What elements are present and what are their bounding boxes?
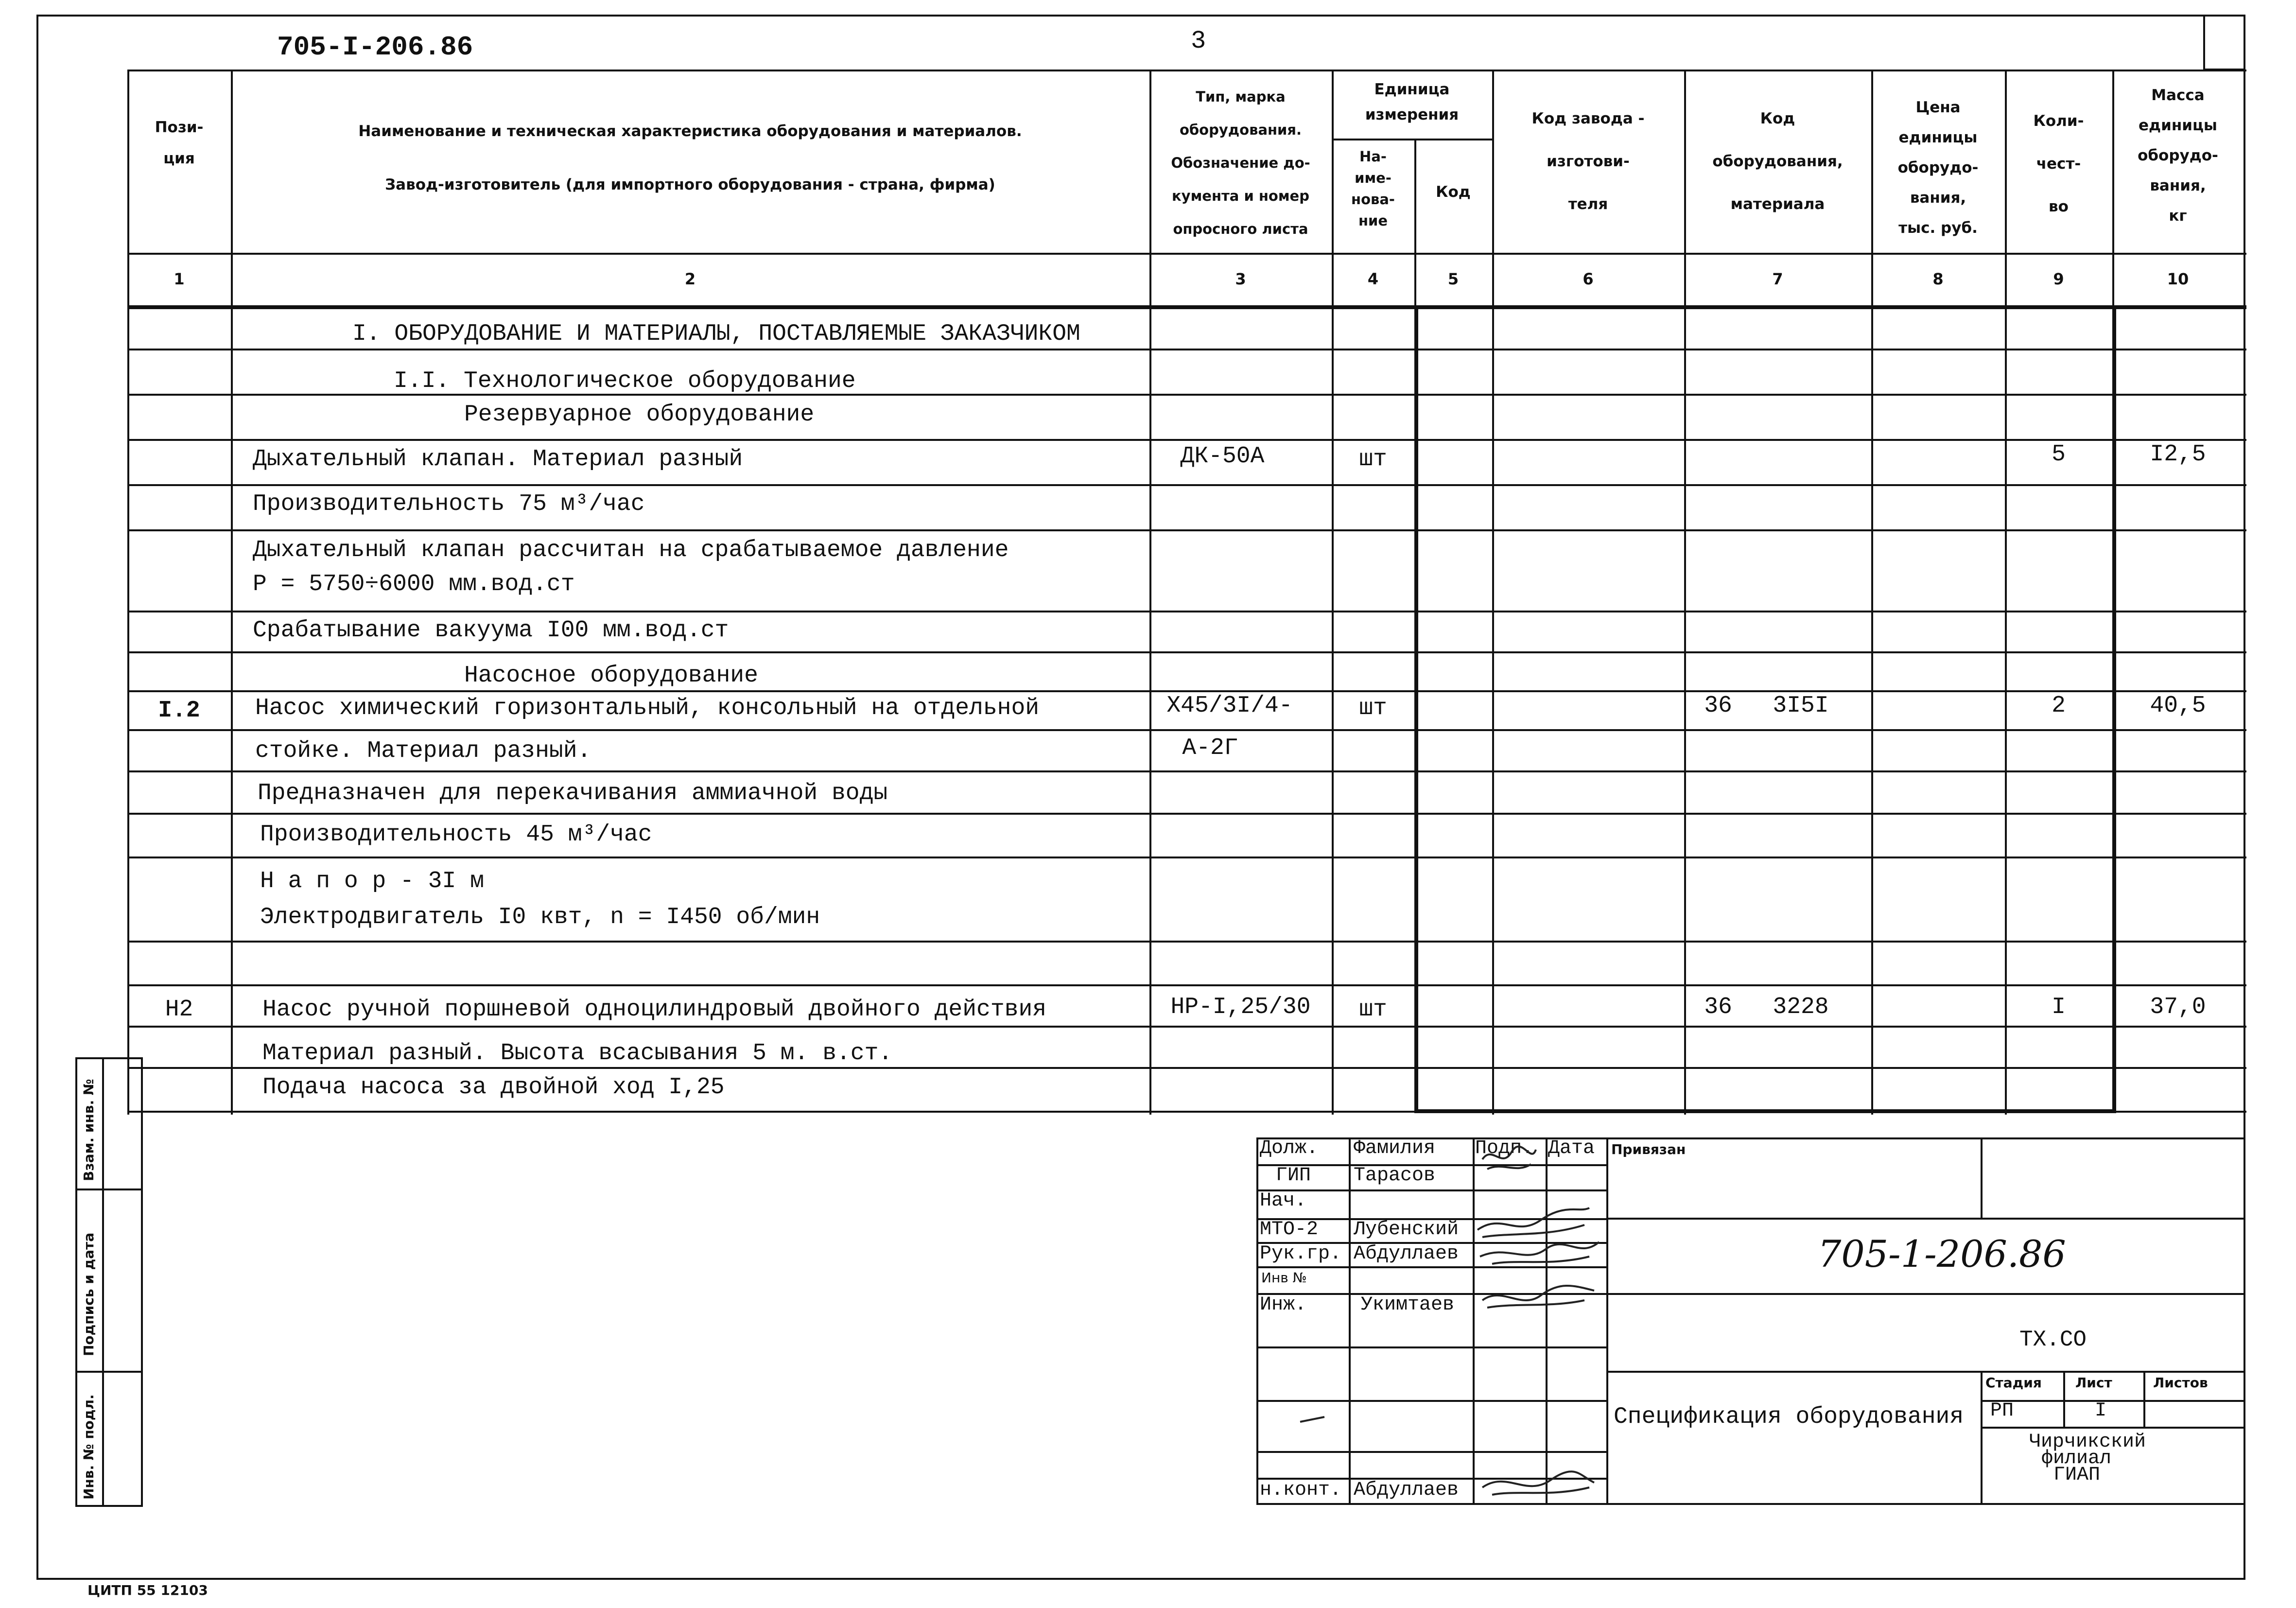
col-number: 9 (2053, 270, 2064, 288)
stamp-role: Инв № (1261, 1270, 1307, 1286)
row-line (127, 770, 2246, 772)
section-title: I. ОБОРУДОВАНИЕ И МАТЕРИАЛЫ, ПОСТАВЛЯЕМЫЕ ЗАКАЗЧИКОМ (352, 321, 1080, 347)
col-line-6 (1684, 70, 1686, 1115)
stamp-role: Нач. (1260, 1190, 1307, 1212)
row-line (127, 439, 2246, 441)
stamp-stage: РП (1990, 1400, 2014, 1422)
bold-box-left (1414, 305, 1418, 1112)
stamp-line (1606, 1218, 2245, 1220)
row-unit: шт (1359, 996, 1387, 1023)
row-line (127, 984, 2246, 986)
group-title: Насосное оборудование (464, 663, 758, 689)
row-qty: 2 (2052, 693, 2066, 719)
row-type: Х45/3I/4- (1166, 693, 1293, 719)
header-mass: Масса единицы оборудо- вания, кг (2138, 87, 2218, 225)
stamp-surname: Тарасов (1354, 1165, 1436, 1187)
stamp-org-line3: ГИАП (2053, 1464, 2101, 1486)
page-number: 3 (1191, 27, 1206, 55)
row-text: Производительность 75 м³/час (253, 491, 645, 517)
stamp-col (1981, 1371, 1983, 1504)
frame-top (36, 15, 2245, 17)
frame-bottom (36, 1578, 2245, 1580)
side-block-bottom (75, 1505, 141, 1507)
side-block-line (75, 1371, 141, 1373)
header-equipment-code: Код оборудования, материала (1712, 110, 1843, 213)
stamp-org-line2: филиал (2041, 1448, 2112, 1469)
stamp-line (1981, 1400, 2245, 1402)
row-line (127, 941, 2246, 943)
header-quantity: Коли- чест- во (2033, 112, 2084, 215)
row-text: Насос химический горизонтальный, консольный на отдельной (255, 695, 1040, 721)
subsection-title: I.I. Технологическое оборудование (394, 368, 856, 394)
row-code-a: 36 (1704, 994, 1732, 1020)
row-text: Н а п о р - 3I м (260, 868, 484, 894)
row-line (127, 1067, 2246, 1069)
row-line (127, 529, 2246, 531)
col-number: 10 (2167, 270, 2189, 288)
row-line (127, 484, 2246, 486)
row-text: Дыхательный клапан. Материал разный (253, 446, 743, 472)
stamp-head-position: Долж. (1260, 1137, 1319, 1159)
stamp-line (1981, 1427, 2245, 1429)
stamp-surname: Абдуллаев (1354, 1243, 1459, 1265)
row-line (127, 1026, 2246, 1028)
header-position: Пози- ция (155, 119, 204, 167)
row-text: Материал разный. Высота всасывания 5 м. в.ст. (262, 1040, 893, 1066)
row-line (127, 690, 2246, 692)
signatures-scribbles (1473, 1140, 1609, 1504)
row-line (127, 611, 2246, 612)
stamp-doc-code: 705-1-206.86 (1818, 1232, 2066, 1276)
header-unit-code: Код (1436, 183, 1471, 201)
row-line (127, 729, 2246, 731)
header-bottom-line (127, 253, 2246, 255)
stamp-role: Инж. (1260, 1294, 1307, 1316)
title-block-top (141, 1111, 2245, 1113)
row-text: Подача насоса за двойной ход I,25 (262, 1074, 725, 1101)
header-name-line1: Наименование и техническая характеристика оборудования и материалов. (358, 122, 1022, 140)
stamp-role: Рук.гр. (1260, 1243, 1342, 1265)
row-type: А-2Г (1182, 735, 1238, 761)
col-line-5 (1492, 70, 1494, 1115)
stamp-line (1606, 1371, 2245, 1373)
frame-right (2244, 15, 2245, 1580)
side-block-mid (102, 1057, 104, 1507)
side-label-inv: Инв. № подл. (81, 1394, 97, 1500)
col-number: 5 (1447, 270, 1459, 288)
unit-split-line (1332, 139, 1492, 140)
stamp-line (1606, 1293, 2245, 1295)
stamp-role: МТО-2 (1260, 1219, 1319, 1241)
side-label-podpis: Подпись и дата (81, 1232, 97, 1356)
row-text: Производительность 45 м³/час (260, 821, 652, 848)
footer-print-code: ЦИТП 55 12103 (87, 1582, 208, 1598)
bold-box-top (1414, 305, 2114, 309)
stamp-surname: Абдуллаев (1354, 1479, 1459, 1501)
stamp-role: н.конт. (1260, 1479, 1342, 1501)
col-number: 1 (174, 270, 185, 288)
side-label-vzam: Взам. инв. № (81, 1079, 97, 1181)
stamp-line (1256, 1503, 2245, 1505)
stamp-surname: Лубенский (1354, 1219, 1459, 1241)
stamp-sheet-header: Лист (2075, 1375, 2112, 1391)
row-line (127, 651, 2246, 653)
header-type: Тип, марка оборудования. Обозначение до- кумента и номер опросного листа (1171, 88, 1310, 237)
row-code-a: 36 (1704, 693, 1732, 719)
stamp-mark: ТХ.СО (2019, 1327, 2087, 1352)
stamp-sheet: I (2095, 1400, 2107, 1422)
doc-code-top: 705-I-206.86 (277, 32, 473, 63)
row-qty: I (2052, 994, 2066, 1020)
header-unit: Единица измерения (1365, 81, 1459, 123)
stamp-attached: Привязан (1611, 1141, 1686, 1157)
row-mass: 40,5 (2150, 693, 2206, 719)
row-mass: 37,0 (2150, 994, 2206, 1020)
row-code-b: 3I5I (1773, 693, 1829, 719)
col-number: 4 (1367, 270, 1379, 288)
stamp-tick-mark (1298, 1412, 1327, 1427)
stamp-col (2143, 1371, 2145, 1427)
header-name-line2: Завод-изготовитель (для импортного оборудования - страна, фирма) (385, 176, 995, 193)
row-text: Электродвигатель I0 квт, n = I450 об/мин (260, 904, 820, 930)
row-position: I.2 (158, 698, 200, 724)
row-text: Срабатывание вакуума I00 мм.вод.ст (253, 617, 729, 644)
side-block-top (75, 1057, 141, 1059)
col-line-1 (231, 70, 233, 1115)
row-unit: шт (1359, 446, 1387, 472)
row-text: Насос ручной поршневой одноцилиндровый двойного действия (262, 996, 1047, 1023)
row-position: Н2 (165, 996, 193, 1023)
row-text: Р = 5750÷6000 мм.вод.ст (253, 571, 575, 597)
side-block-left (75, 1057, 77, 1507)
stamp-org-line1: Чирчикский (2029, 1431, 2146, 1453)
row-unit: шт (1359, 695, 1387, 721)
col-number: 3 (1235, 270, 1246, 288)
stamp-title: Спецификация оборудования (1614, 1404, 1964, 1430)
col-number: 2 (684, 270, 696, 288)
stamp-head-signature: Подп. (1475, 1137, 1534, 1159)
side-block-right (141, 1057, 143, 1507)
row-text: Предназначен для перекачивания аммиачной воды (258, 780, 888, 806)
frame-left (36, 15, 38, 1580)
col-number: 7 (1772, 270, 1783, 288)
header-unit-name: На- име- нова- ние (1351, 148, 1395, 229)
stamp-col (2063, 1371, 2065, 1427)
row-text: Дыхательный клапан рассчитан на срабатываемое давление (253, 537, 1009, 563)
stamp-head-date: Дата (1548, 1137, 1595, 1159)
row-qty: 5 (2052, 441, 2066, 468)
row-type: НР-I,25/30 (1170, 994, 1311, 1020)
stamp-col (1349, 1137, 1351, 1504)
row-type: ДК-50А (1180, 443, 1265, 470)
row-line (127, 813, 2246, 815)
stamp-role: ГИП (1276, 1165, 1311, 1187)
row-code-b: 3228 (1773, 994, 1829, 1020)
side-block-line (75, 1189, 141, 1190)
stamp-stage-header: Стадия (1985, 1375, 2042, 1391)
stamp-surname: Укимтаев (1361, 1294, 1455, 1316)
row-text: стойке. Материал разный. (255, 738, 591, 764)
group-title: Резервуарное оборудование (464, 402, 815, 428)
row-mass: I2,5 (2150, 441, 2206, 468)
row-line (127, 349, 2246, 350)
row-line (127, 856, 2246, 858)
header-price: Цена единицы оборудо- вания, тыс. руб. (1897, 99, 1979, 237)
col-number: 8 (1932, 270, 1944, 288)
stamp-sheets-header: Листов (2153, 1375, 2208, 1391)
col-line-0 (127, 70, 129, 1115)
stamp-head-surname: Фамилия (1354, 1137, 1436, 1159)
corner-box-left (2203, 15, 2205, 70)
stamp-col (1256, 1137, 1258, 1504)
col-number: 6 (1583, 270, 1594, 288)
table-top-line (127, 70, 2246, 71)
header-factory-code: Код завода - изготови- теля (1531, 110, 1645, 213)
stamp-col (1981, 1137, 1983, 1218)
